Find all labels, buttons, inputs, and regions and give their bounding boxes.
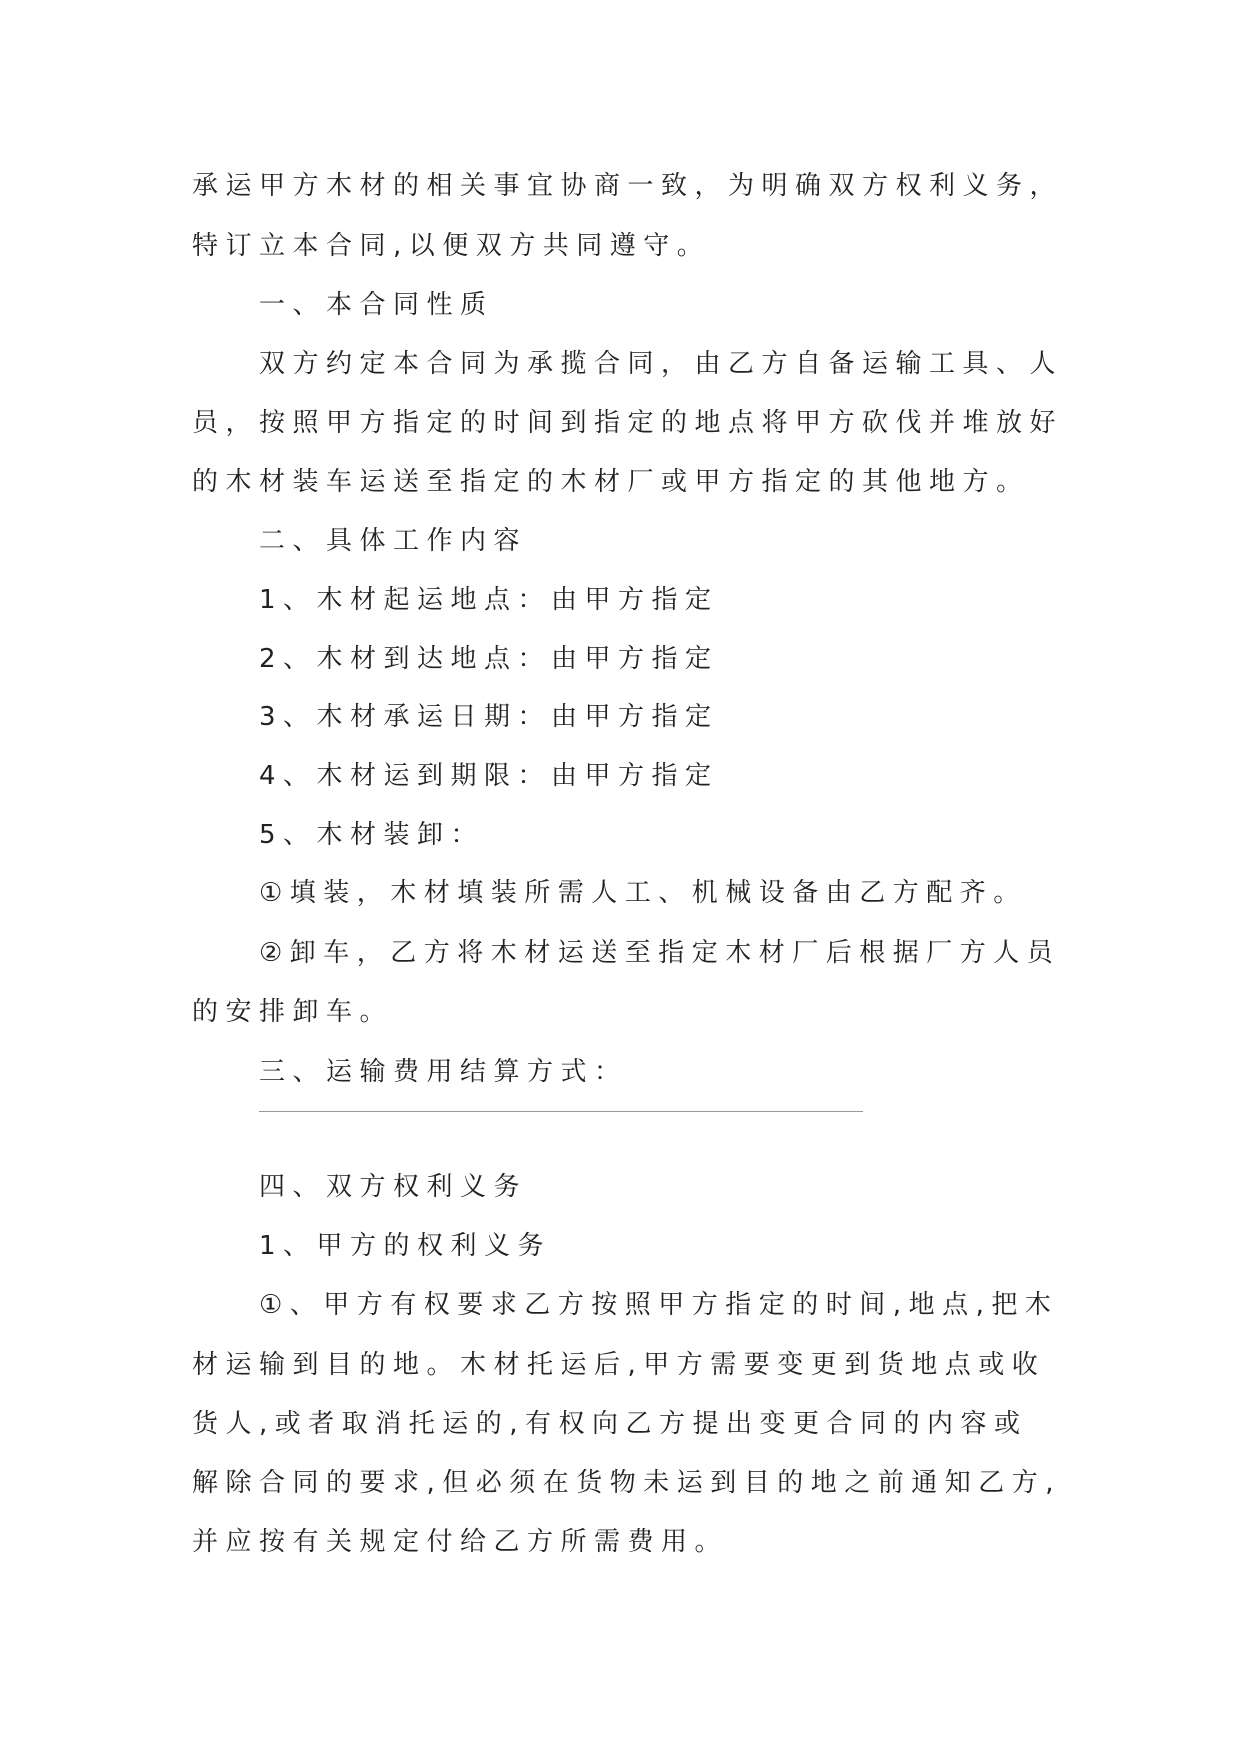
paragraph-line: ①、甲方有权要求乙方按照甲方指定的时间,地点,把木 — [259, 1290, 1059, 1320]
paragraph-line: 货人,或者取消托运的,有权向乙方提出变更合同的内容或 — [192, 1409, 1028, 1439]
list-item: 2、木材到达地点：由甲方指定 — [259, 644, 719, 674]
paragraph-line: 并应按有关规定付给乙方所需费用。 — [192, 1527, 729, 1557]
paragraph-line: 承运甲方木材的相关事宜协商一致，为明确双方权利义务， — [192, 171, 1064, 201]
list-item: ②卸车，乙方将木材运送至指定木材厂后根据厂方人员 — [259, 938, 1061, 968]
paragraph-line: 解除合同的要求,但必须在货物未运到目的地之前通知乙方, — [192, 1468, 1062, 1498]
paragraph-line: 员，按照甲方指定的时间到指定的地点将甲方砍伐并堆放好 — [192, 408, 1064, 438]
paragraph-line: 材运输到目的地。木材托运后,甲方需要变更到货地点或收 — [192, 1350, 1046, 1380]
section-heading: 四、双方权利义务 — [259, 1172, 528, 1202]
subsection-heading: 1、甲方的权利义务 — [259, 1231, 552, 1261]
paragraph-line: 的木材装车运送至指定的木材厂或甲方指定的其他地方。 — [192, 467, 1030, 497]
list-item: 4、木材运到期限：由甲方指定 — [259, 761, 719, 791]
section-heading: 二、具体工作内容 — [259, 526, 528, 556]
section-heading: 一、本合同性质 — [259, 290, 494, 320]
list-item: ①填装，木材填装所需人工、机械设备由乙方配齐。 — [259, 878, 1027, 908]
paragraph-line: 特订立本合同,以便双方共同遵守。 — [192, 231, 711, 261]
paragraph-line: 的安排卸车。 — [192, 997, 394, 1027]
blank-fill-line — [259, 1111, 863, 1112]
paragraph-line: 双方约定本合同为承揽合同，由乙方自备运输工具、人 — [259, 349, 1064, 379]
list-item: 5、木材装卸： — [259, 820, 485, 850]
list-item: 1、木材起运地点：由甲方指定 — [259, 585, 719, 615]
section-heading: 三、运输费用结算方式： — [259, 1057, 628, 1087]
list-item: 3、木材承运日期：由甲方指定 — [259, 702, 719, 732]
